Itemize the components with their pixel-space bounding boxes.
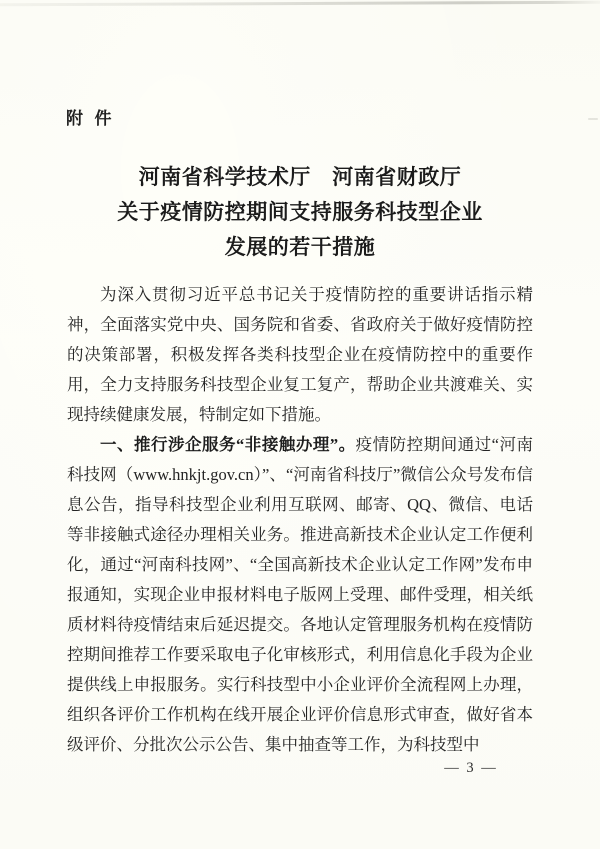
- page-number: — 3 —: [444, 760, 498, 776]
- document-title: [40, 160, 560, 265]
- document-title-line-3: 发展的若干措施: [224, 235, 376, 259]
- attachment-label: 附 件: [66, 109, 113, 128]
- scan-artifact-top-edge: [0, 1, 600, 7]
- paragraph: [67, 280, 533, 430]
- paragraph-heading-run: 一、推行涉企服务“非接触办理”。: [100, 435, 356, 454]
- paragraph-text-run: 疫情防控期间通过“河南科技网（www.hnkjt.gov.cn）”、“河南省科技厅”微信公众号发布信息公告，指导科技型企业利用互联网、邮寄、QQ、微信、电话等非接触式途径办理相关业务。推进高新技术企业认定工作便利化，通过“河南科技网”、“全国高新技术企业认定工作网”发布申报通知，实现企业申报材料电子版网上受理、邮件受理，相关纸质材料待疫情结束后延迟提交。各地认定管理服务机构在疫情防控期间推荐工作要采取电子化审核形式，利用信息化手段为企业提供线上申报服务。实行科技型中小企业评价全流程网上办理，组织各评价工作机构在线开展企业评价信息形式审查，做好省本级评价、分批次公示公告、集中抽查等工作，为科技型中: [67, 435, 533, 754]
- paragraph-text-run: 为深入贯彻习近平总书记关于疫情防控的重要讲话指示精神，全面落实党中央、国务院和省委、省政府关于做好疫情防控的决策部署，积极发挥各类科技型企业在疫情防控中的重要作用，全力支持服务科技型企业复工复产，帮助企业共渡难关、实现持续健康发展，特制定如下措施。: [67, 285, 533, 424]
- scan-artifact-smudge: [588, 118, 598, 120]
- document-title-line-2: 关于疫情防控期间支持服务科技型企业: [117, 200, 483, 224]
- paragraph: [67, 430, 533, 760]
- document-body: [67, 280, 533, 760]
- document-title-line-1: 河南省科学技术厅 河南省财政厅: [138, 165, 462, 189]
